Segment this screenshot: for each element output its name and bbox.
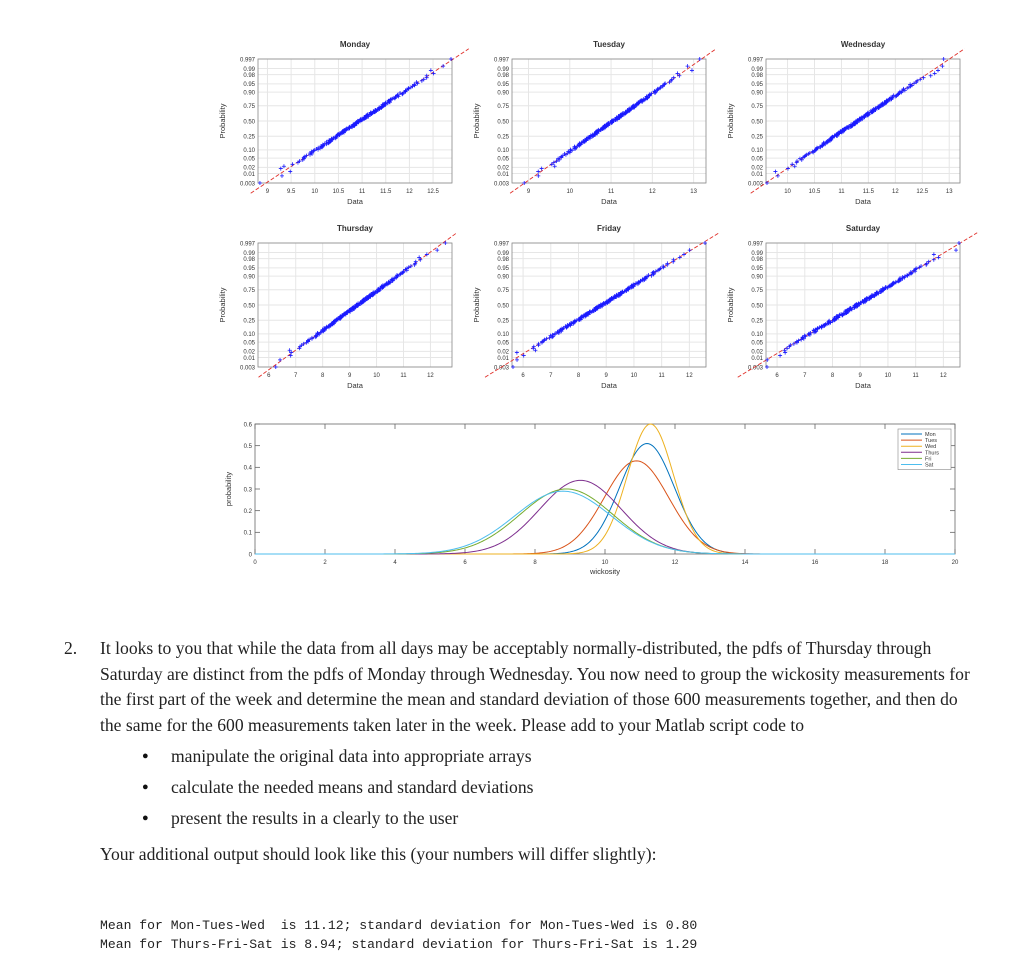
y-tick-label: 0.01 [497,171,509,178]
x-tick-label: 18 [881,560,889,566]
x-axis-label: Data [855,381,871,390]
data-marker [443,241,447,245]
question-block [64,636,974,868]
y-tick-label: 0.6 [243,422,252,429]
y-tick-label: 0.90 [751,274,763,281]
y-tick-label: 0.25 [751,318,763,325]
y-axis-label: Probability [472,287,481,323]
y-tick-label: 0.75 [751,288,763,295]
x-tick-label: 11 [607,189,615,195]
y-tick-label: 0.90 [497,274,509,281]
y-tick-label: 0.50 [497,119,509,126]
x-tick-label: 8 [830,373,835,379]
legend-label: Wed [925,444,937,451]
y-tick-label: 0.98 [497,256,509,263]
y-tick-label: 0.98 [243,72,255,79]
x-tick-label: 7 [803,373,807,379]
data-marker [435,248,439,252]
y-tick-label: 0.01 [243,171,255,178]
data-marker [688,248,692,252]
x-tick-label: 14 [741,560,749,566]
x-tick-label: 10 [630,373,638,379]
plot-title: Monday [339,40,371,49]
question-paragraph: It looks to you that while the data from all days may be acceptably normally-distributed, the pdfs of Thursday through Saturday are distinct from the pdfs of Monday through Wednesday. You now need to group the wickosity measurements for the first part of the week and determine the mean and standard deviation of those 600 measurements together, and then do the same for the 600 measurements taken later in the week. Please add to your Matlab script code to [100,638,970,735]
series-line-fri [255,489,955,554]
x-axis-label: Data [601,381,617,390]
y-tick-label: 0.95 [497,266,509,273]
y-tick-label: 0.10 [497,148,509,155]
y-tick-label: 0.99 [751,250,763,257]
y-tick-label: 0.05 [751,156,763,163]
x-tick-label: 13 [945,189,953,195]
y-tick-label: 0.98 [751,256,763,263]
x-tick-label: 12 [671,560,679,566]
y-tick-label: 0.98 [243,256,255,263]
data-marker [773,170,777,174]
y-axis-label: Probability [726,103,735,139]
x-tick-label: 10 [566,189,574,195]
x-tick-label: 11 [400,373,407,379]
x-tick-label: 12 [891,189,899,195]
list-item: ● present the results in a clearly to the user [64,803,974,834]
legend-label: Thurs [925,450,940,457]
y-tick-label: 0.98 [751,72,763,79]
x-tick-label: 12 [940,373,947,379]
y-tick-label: 0.75 [243,104,255,111]
qq-plot-monday [218,40,469,206]
y-tick-label: 0.997 [239,57,255,64]
y-tick-label: 0.98 [497,72,509,79]
y-tick-label: 0.997 [747,241,763,248]
y-tick-label: 0.95 [751,266,763,273]
y-tick-label: 0.90 [243,90,255,97]
data-marker [280,174,284,178]
x-tick-label: 6 [463,560,467,566]
y-tick-label: 0.99 [497,250,509,257]
x-tick-label: 9 [858,373,862,379]
x-tick-label: 11 [358,189,366,195]
y-axis-label: probability [224,471,233,507]
x-axis-label: wickosity [589,567,621,576]
data-marker [936,68,940,72]
output-line: Mean for Mon-Tues-Wed is 11.12; standard deviation for Mon-Tues-Wed is 0.80 [100,918,698,933]
qq-plot-saturday [726,224,977,390]
legend-label: Tues [925,438,938,445]
x-tick-label: 12.5 [427,189,439,195]
y-tick-label: 0.25 [751,134,763,141]
y-tick-label: 0.10 [243,332,255,339]
y-tick-label: 0.02 [751,349,763,356]
output-instruction: Your additional output should look like this (your numbers will differ slightly): [100,844,657,864]
y-tick-label: 0.01 [243,355,255,362]
x-tick-label: 9.5 [286,189,296,195]
x-tick-label: 9 [604,373,608,379]
y-tick-label: 0.90 [497,90,509,97]
y-tick-label: 0.50 [497,303,509,310]
x-tick-label: 12 [686,373,693,379]
y-tick-label: 0.50 [751,303,763,310]
y-tick-label: 0.5 [243,443,252,450]
y-tick-label: 0.02 [243,165,255,172]
x-axis-label: Data [347,197,363,206]
x-tick-label: 11.5 [380,189,392,195]
y-tick-label: 0.95 [243,82,255,89]
x-tick-label: 16 [811,560,819,566]
x-tick-label: 9 [347,373,352,379]
qq-plot-wednesday [726,40,965,206]
data-marker [957,241,961,245]
x-tick-label: 10 [601,560,609,566]
y-tick-label: 0.50 [243,119,255,126]
y-tick-label: 0.02 [497,165,509,172]
series-line-wed [255,424,955,554]
y-tick-label: 0.95 [243,266,255,273]
x-tick-label: 6 [267,373,271,379]
y-tick-label: 0.01 [497,355,509,362]
y-tick-label: 0.99 [751,66,763,73]
plot-title: Wednesday [840,40,886,49]
y-tick-label: 0.75 [751,104,763,111]
data-marker [954,248,958,252]
x-tick-label: 10.5 [808,189,821,195]
y-tick-label: 0.05 [243,340,255,347]
legend-label: Mon [925,432,936,438]
x-tick-label: 7 [549,373,553,379]
y-tick-label: 0.10 [751,332,763,339]
y-tick-label: 0.90 [751,90,763,97]
y-tick-label: 0.25 [243,134,255,141]
y-tick-label: 0.95 [751,82,763,89]
y-tick-label: 0.01 [751,355,763,362]
y-tick-label: 0.25 [243,318,255,325]
x-tick-label: 11 [912,373,919,379]
qq-plot-friday [472,224,719,390]
sample-output [100,916,697,954]
data-marker [932,252,936,256]
y-tick-label: 0.99 [243,250,255,257]
data-marker [765,365,769,369]
y-tick-label: 0.003 [747,365,763,372]
y-tick-label: 0.95 [497,82,509,89]
data-marker [289,354,293,358]
y-tick-label: 0.2 [243,508,252,515]
legend-label: Fri [925,456,932,463]
question-number: 2. [64,638,78,658]
y-tick-label: 0.003 [493,181,509,188]
y-tick-label: 0.99 [243,66,255,73]
data-marker [258,181,262,185]
y-tick-label: 0.02 [243,349,255,356]
x-tick-label: 10.5 [332,189,345,195]
data-marker [778,354,782,358]
y-tick-label: 0.003 [747,181,763,188]
x-tick-label: 9 [526,189,531,195]
y-tick-label: 0.02 [497,349,509,356]
data-marker [288,170,292,174]
y-tick-label: 0.05 [243,156,255,163]
y-tick-label: 0.003 [493,365,509,372]
x-tick-label: 12 [406,189,413,195]
y-tick-label: 0.99 [497,66,509,73]
data-marker [536,170,540,174]
output-line: Mean for Thurs-Fri-Sat is 8.94; standard deviation for Thurs-Fri-Sat is 1.29 [100,937,698,952]
qq-plot-tuesday [472,40,716,206]
x-tick-label: 8 [576,373,581,379]
y-tick-label: 0 [248,552,252,559]
y-axis-label: Probability [726,287,735,323]
list-item: ● calculate the needed means and standard deviations [64,772,974,803]
y-tick-label: 0.25 [497,318,509,325]
x-tick-label: 12 [427,373,434,379]
y-tick-label: 0.3 [243,487,252,494]
data-marker [776,174,780,178]
y-tick-label: 0.4 [243,465,252,472]
y-tick-label: 0.05 [751,340,763,347]
x-tick-label: 11.5 [862,189,875,195]
y-tick-label: 0.997 [239,241,255,248]
data-marker [441,64,445,68]
x-tick-label: 9 [265,189,270,195]
x-axis-label: Data [347,381,363,390]
x-tick-label: 0 [253,560,257,566]
task-list [64,741,974,834]
y-tick-label: 0.50 [751,119,763,126]
data-marker [942,57,946,61]
qq-plot-thursday [218,224,457,390]
y-tick-label: 0.25 [497,134,509,141]
data-marker [698,57,702,61]
plot-title: Friday [596,224,622,233]
plot-title: Thursday [336,224,374,233]
x-tick-label: 2 [323,560,327,566]
y-axis-label: Probability [472,103,481,139]
x-tick-label: 10 [311,189,319,195]
y-tick-label: 0.997 [493,241,509,248]
y-tick-label: 0.10 [497,332,509,339]
x-tick-label: 8 [533,560,537,566]
y-tick-label: 0.10 [243,148,255,155]
y-tick-label: 0.75 [497,104,509,111]
x-axis-label: Data [601,197,617,206]
series-line-sat [255,491,955,554]
y-tick-label: 0.90 [243,274,255,281]
y-tick-label: 0.10 [751,148,763,155]
x-axis-label: Data [855,197,871,206]
x-tick-label: 13 [690,189,697,195]
series-line-thurs [255,480,955,554]
y-tick-label: 0.75 [497,288,509,295]
x-tick-label: 12.5 [916,189,929,195]
y-tick-label: 0.05 [497,156,509,163]
data-marker [544,337,548,341]
y-axis-label: Probability [218,103,227,139]
x-tick-label: 4 [393,560,397,566]
legend-label: Sat [925,462,934,469]
x-tick-label: 7 [294,373,298,379]
data-marker [703,241,707,245]
y-tick-label: 0.05 [497,340,509,347]
x-tick-label: 20 [951,560,959,566]
x-tick-label: 8 [320,373,325,379]
x-tick-label: 6 [521,373,525,379]
y-tick-label: 0.1 [243,530,252,537]
plot-title: Saturday [845,224,881,233]
y-tick-label: 0.75 [243,288,255,295]
pdf-plot [224,422,959,576]
y-tick-label: 0.997 [493,57,509,64]
y-tick-label: 0.02 [751,165,763,172]
data-marker [429,68,433,72]
series-line-mon [255,444,955,555]
plot-title: Tuesday [593,40,625,49]
x-tick-label: 10 [373,373,380,379]
y-tick-label: 0.50 [243,303,255,310]
x-tick-label: 12 [648,189,656,195]
y-tick-label: 0.997 [747,57,763,64]
x-tick-label: 10 [884,373,892,379]
y-tick-label: 0.003 [239,365,255,372]
data-marker [278,358,282,362]
y-tick-label: 0.01 [751,171,763,178]
x-tick-label: 6 [775,373,779,379]
data-marker [515,358,519,362]
x-tick-label: 10 [784,189,791,195]
y-tick-label: 0.003 [239,181,255,188]
x-tick-label: 11 [658,373,665,379]
list-item: ● manipulate the original data into appropriate arrays [64,741,974,772]
y-axis-label: Probability [218,287,227,323]
x-tick-label: 11 [838,189,845,195]
